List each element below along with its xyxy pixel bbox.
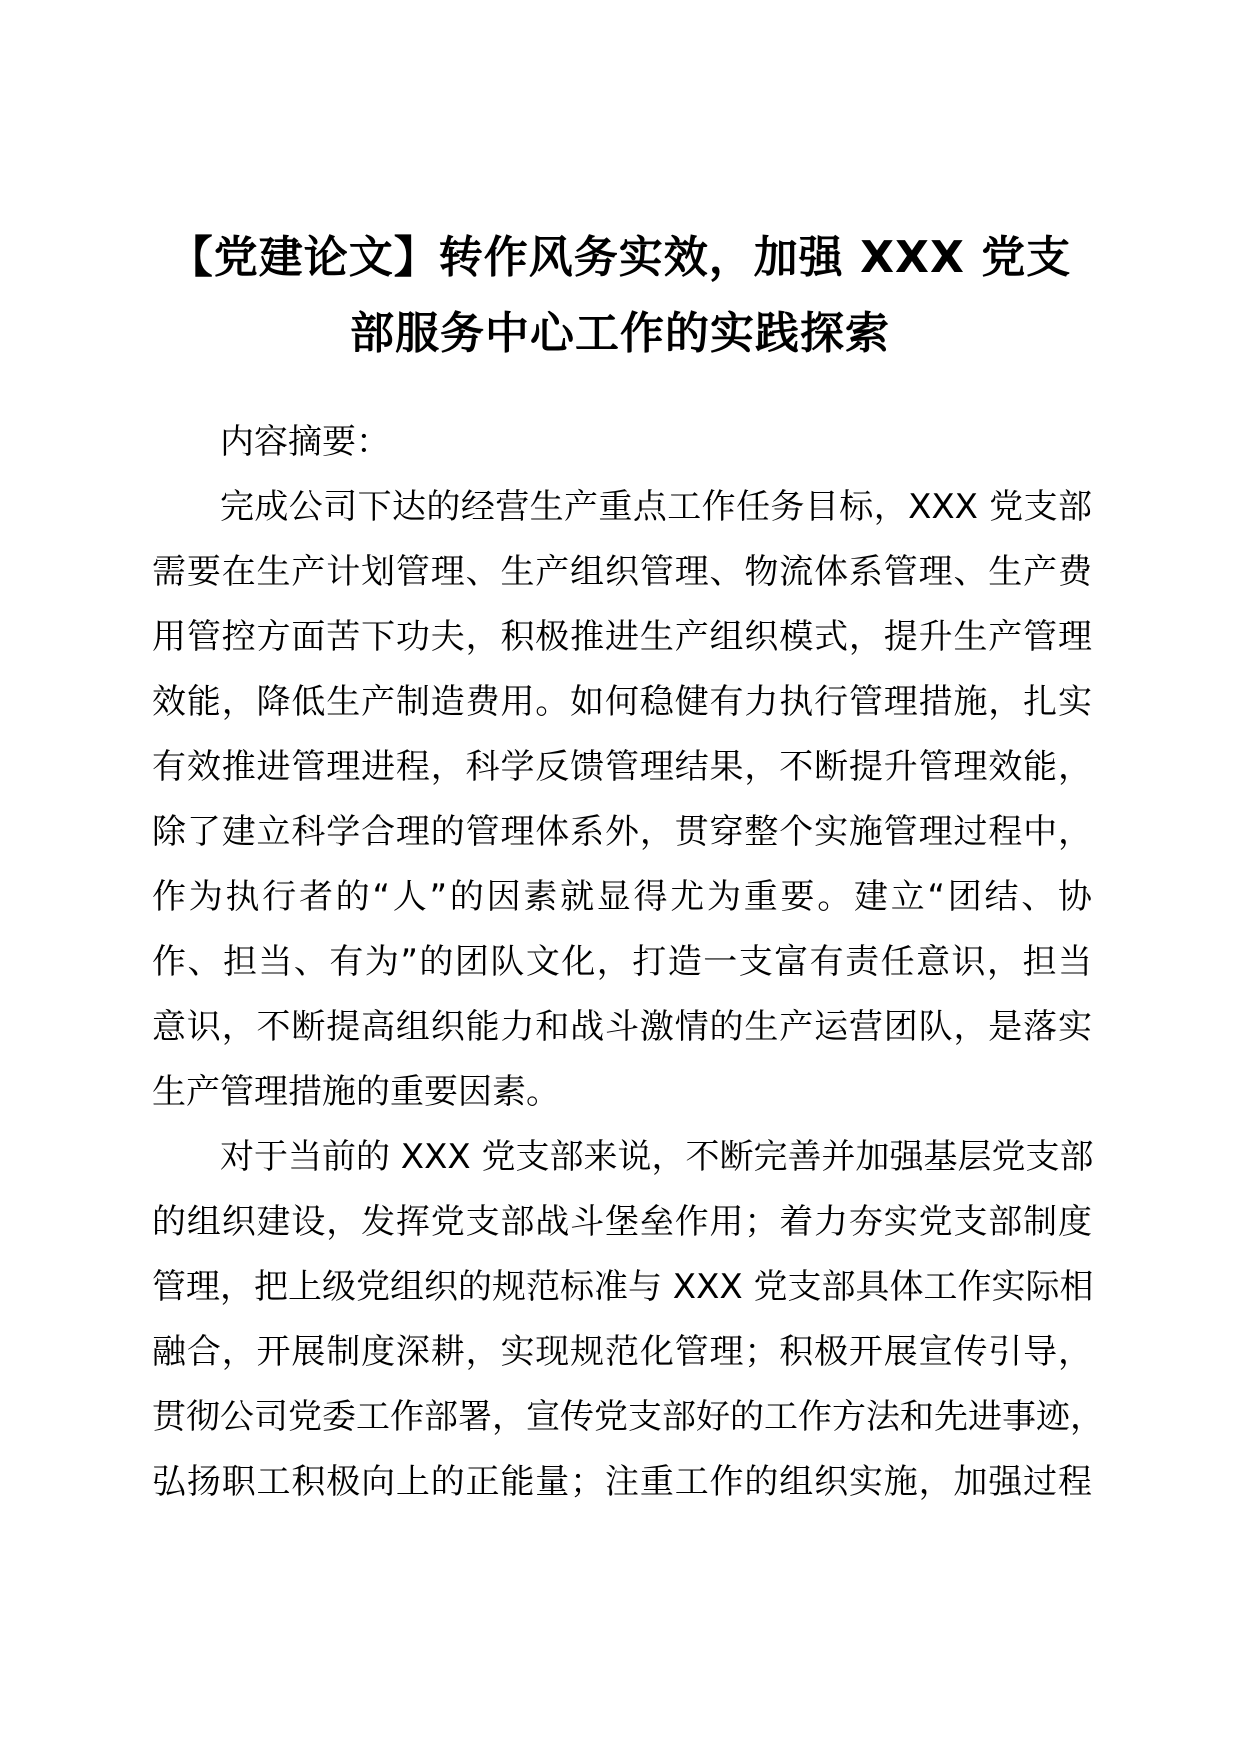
document-title xyxy=(140,220,1100,372)
paragraph-line: 作为执行者的“人”的因素就显得尤为重要。建立“团结、协 xyxy=(152,877,1092,917)
paragraph-line: 有效推进管理进程，科学反馈管理结果，不断提升管理效能， xyxy=(152,747,1092,787)
title-line: 【党建论文】转作风务实效，加强 XXX 党支 xyxy=(168,232,1072,283)
paragraph-line: 贯彻公司党委工作部署，宣传党支部好的工作方法和先进事迹， xyxy=(152,1397,1104,1437)
paragraph-line: 的组织建设，发挥党支部战斗堡垒作用；着力夯实党支部制度 xyxy=(152,1202,1092,1242)
paragraph-line: 作、担当、有为”的团队文化，打造一支富有责任意识，担当 xyxy=(152,942,1092,982)
paragraph-line: 完成公司下达的经营生产重点工作任务目标，XXX 党支部 xyxy=(220,487,1092,527)
paragraph-1 xyxy=(152,475,1092,1125)
paragraph-line: 弘扬职工积极向上的正能量；注重工作的组织实施，加强过程 xyxy=(152,1462,1092,1502)
abstract-label: 内容摘要： xyxy=(220,422,390,462)
paragraph-line: 效能，降低生产制造费用。如何稳健有力执行管理措施，扎实 xyxy=(152,682,1092,722)
paragraph-line: 对于当前的 XXX 党支部来说，不断完善并加强基层党支部 xyxy=(220,1137,1094,1177)
paragraph-line: 除了建立科学合理的管理体系外，贯穿整个实施管理过程中， xyxy=(152,812,1092,852)
paragraph-line: 生产管理措施的重要因素。 xyxy=(152,1072,560,1112)
paragraph-line: 需要在生产计划管理、生产组织管理、物流体系管理、生产费 xyxy=(152,552,1092,592)
paragraph-line: 融合，开展制度深耕，实现规范化管理；积极开展宣传引导， xyxy=(152,1332,1092,1372)
title-line: 部服务中心工作的实践探索 xyxy=(350,308,890,359)
paragraph-line: 管理，把上级党组织的规范标准与 XXX 党支部具体工作实际相 xyxy=(152,1267,1094,1307)
document-body xyxy=(152,410,1104,1515)
paragraph-line: 意识，不断提高组织能力和战斗激情的生产运营团队，是落实 xyxy=(152,1007,1092,1047)
paragraph-2 xyxy=(152,1125,1104,1515)
paragraph-line: 用管控方面苦下功夫，积极推进生产组织模式，提升生产管理 xyxy=(152,617,1092,657)
